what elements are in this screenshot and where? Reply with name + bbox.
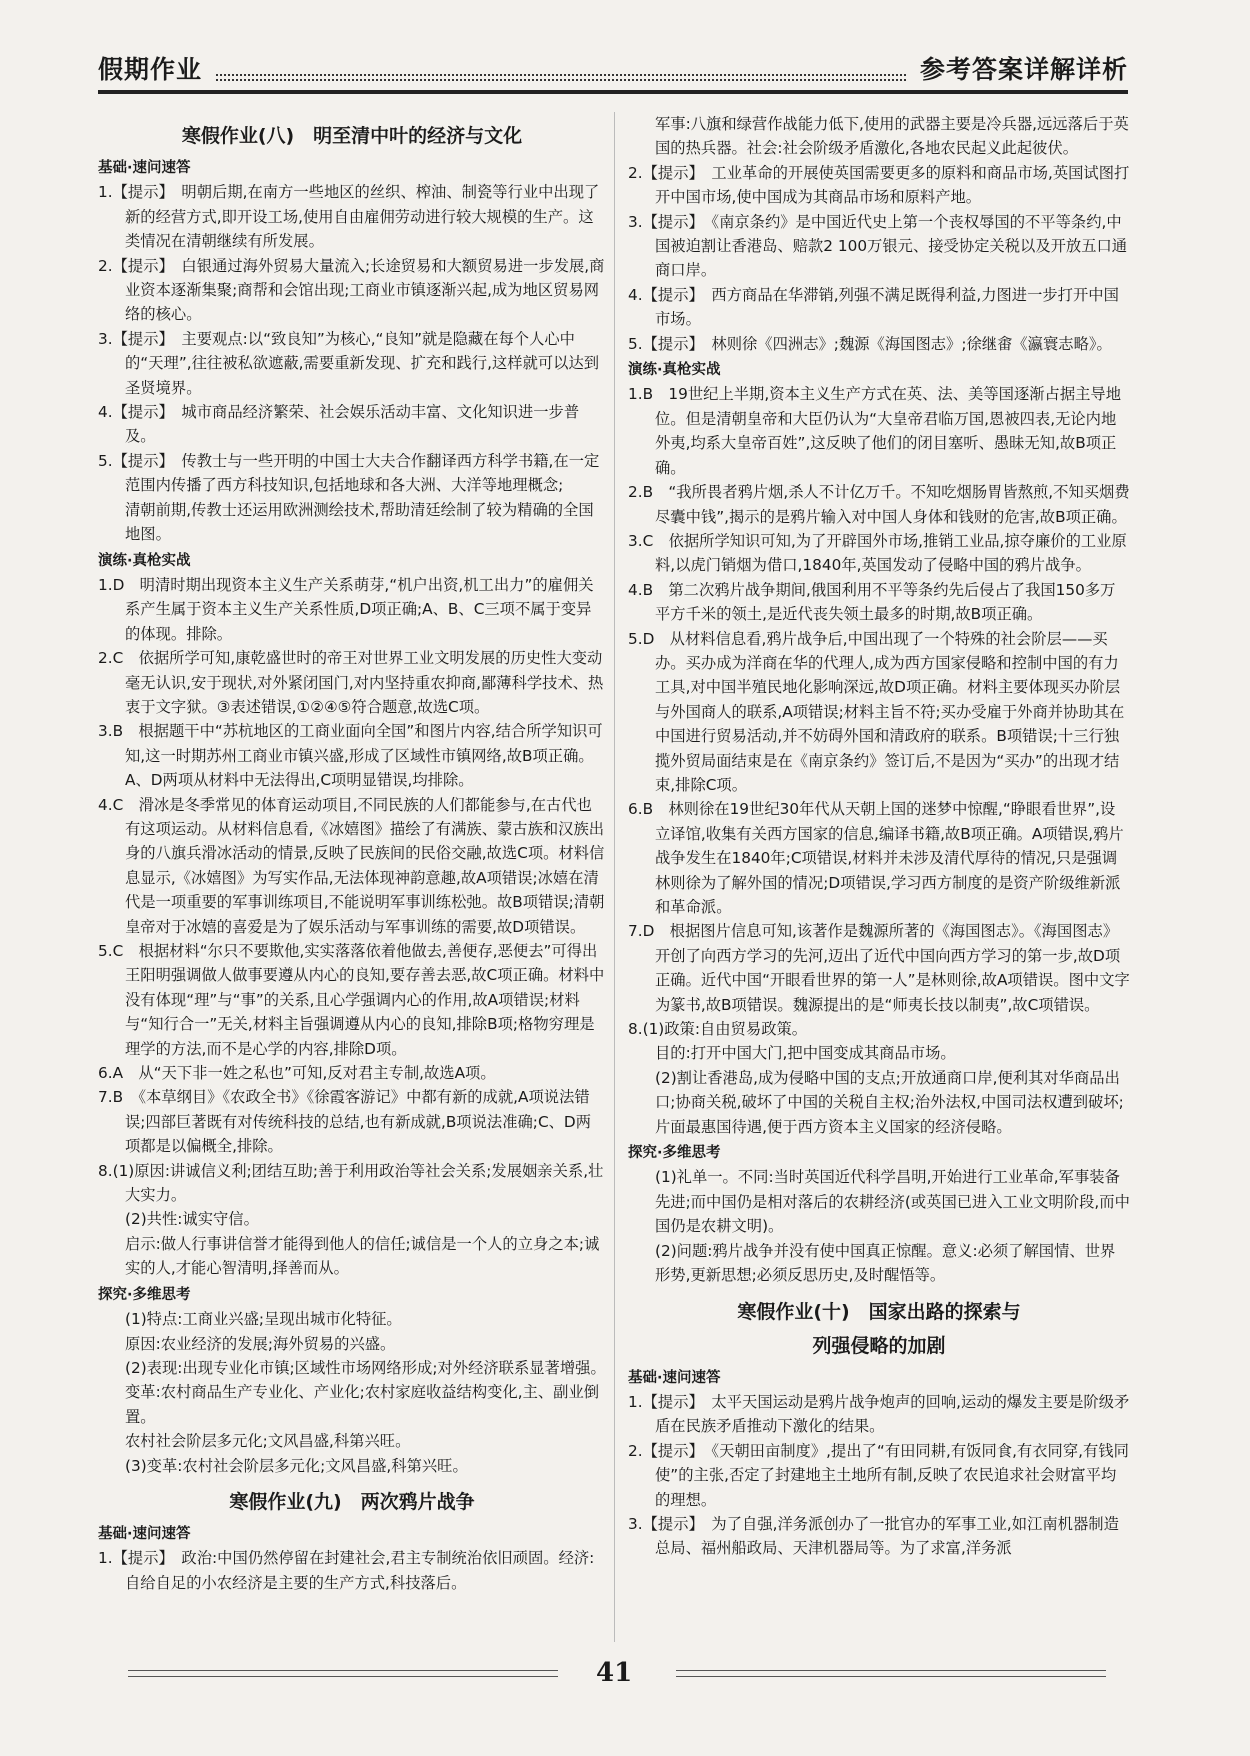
answer-item: 2.【提示】 白银通过海外贸易大量流入;长途贸易和大额贸易进一步发展,商业资本逐渐集聚;商帮和会馆出现;工商业市镇逐渐兴起,成为地区贸易网络的核心。 <box>98 256 605 324</box>
answer-item: 1.D 明清时期出现资本主义生产关系萌芽,“机户出资,机工出力”的雇佣关系产生属于资本主义生产关系性质,D项正确;A、B、C三项不属于变异的体现。排除。 <box>98 575 594 643</box>
section-title: 列强侵略的加剧 <box>812 1334 946 1357</box>
section-title: 寒假作业(九) 两次鸦片战争 <box>229 1490 475 1513</box>
answer-text: 农村社会阶层多元化;文风昌盛,科第兴旺。 <box>125 1432 411 1451</box>
answer-item: 5.C 根据材料“尔只不要欺他,实实落落依着他做去,善便存,恶便去”可得出王阳明强调做人做事要遵从内心的良知,要存善去恶,故C项正确。材料中没有体现“理”与“事”的关系,且心学强调内心的作用,故A项错误;材料与“知行合一”无关,材料主旨强调遵从内心的良知,排除B项;格物穷理是理学的方法,而不是心学的内容,排除D项。 <box>98 942 605 1058</box>
subsection-heading: 演练·真枪实战 <box>628 362 721 379</box>
answer-item: 3.【提示】 《南京条约》是中国近代史上第一个丧权辱国的不平等条约,中国被迫割让香港岛、赔款2 100万银元、接受协定关税以及开放五口通商口岸。 <box>628 212 1128 280</box>
answer-item: 5.【提示】 林则徐《四洲志》;魏源《海国图志》;徐继畬《瀛寰志略》。 <box>628 334 1112 353</box>
answer-item: 4.B 第二次鸦片战争期间,俄国利用不平等条约先后侵占了我国150多万平方千米的领土,是近代丧失领土最多的时期,故B项正确。 <box>628 580 1116 624</box>
answer-text: (2)共性:诚实守信。 <box>125 1210 259 1229</box>
answer-text: (1)礼单一。不同:当时英国近代科学昌明,开始进行工业革命,军事装备先进;而中国仍是相对落后的农耕经济(或英国已进入工业文明阶段,而中国仍是农耕文明)。 <box>655 1168 1130 1236</box>
page-header <box>98 50 1128 98</box>
subsection-heading: 基础·速问速答 <box>98 160 191 176</box>
answer-text: (2)表现:出现专业化市镇;区域性市场网络形成;对外经济联系显著增强。 <box>125 1358 606 1377</box>
footer-line-right <box>676 1670 1106 1671</box>
answer-item: 6.A 从“天下非一姓之私也”可知,反对君主专制,故选A项。 <box>98 1064 496 1083</box>
answer-text: 清朝前期,传教士还运用欧洲测绘技术,帮助清廷绘制了较为精确的全国地图。 <box>125 500 594 544</box>
header-left-title: 假期作业 <box>98 55 203 84</box>
answer-text: (3)变革:农村社会阶层多元化;文风昌盛,科第兴旺。 <box>125 1456 468 1475</box>
subsection-heading: 探究·多维思考 <box>98 1286 191 1303</box>
answer-item: 3.C 依据所学知识可知,为了开辟国外市场,推销工业品,掠夺廉价的工业原料,以虎门销烟为借口,1840年,英国发动了侵略中国的鸦片战争。 <box>628 531 1127 575</box>
header-right-title: 参考答案详解详析 <box>919 55 1128 84</box>
answer-text: (2)问题:鸦片战争并没有使中国真正惊醒。意义:必须了解国情、世界形势,更新思想;必须反思历史,及时醒悟等。 <box>655 1241 1116 1285</box>
footer-line-right-2 <box>676 1676 1106 1677</box>
answer-item: 3.【提示】 主要观点:以“致良知”为核心,“良知”就是隐藏在每个人心中的“天理”,往往被私欲遮蔽,需要重新发现、扩充和践行,这样就可以达到圣贤境界。 <box>98 329 600 397</box>
answer-item: 5.D 从材料信息看,鸦片战争后,中国出现了一个特殊的社会阶层——买办。买办成为洋商在华的代理人,成为西方国家侵略和控制中国的有力工具,对中国半殖民地化影响深远,故D项正确。材料主要体现买办阶层与外国商人的联系,A项错误;材料主旨不符;买办受雇于外商并协助其在中国进行贸易活动,并不妨碍外国和清政府的联系。B项错误;十三行独揽外贸局面结束是在《南京条约》签订后,不是因为“买办”的出现才结束,排除C项。 <box>628 629 1125 794</box>
answer-item: 1.【提示】 太平天国运动是鸦片战争炮声的回响,运动的爆发主要是阶级矛盾在民族矛盾推动下激化的结果。 <box>628 1392 1130 1436</box>
subsection-heading: 探究·多维思考 <box>628 1145 721 1162</box>
answer-text: 变革:农村商品生产专业化、产业化;农村家庭收益结构变化,主、副业倒置。 <box>125 1383 600 1426</box>
subsection-heading: 演练·真枪实战 <box>98 552 191 569</box>
answer-item: 7.B 《本草纲目》《农政全书》《徐霞客游记》中都有新的成就,A项说法错误;四部巨著既有对传统科技的总结,也有新成就,B项说法准确;C、D两项都是以偏概全,排除。 <box>98 1088 592 1156</box>
subsection-heading: 基础·速问速答 <box>628 1369 721 1386</box>
answer-item: 4.C 滑冰是冬季常见的体育运动项目,不同民族的人们都能参与,在古代也有这项运动。从材料信息看,《冰嬉图》描绘了有满族、蒙古族和汉族出身的八旗兵滑冰活动的情景,反映了民族间的民俗交融,故选C项。材料信息显示,《冰嬉图》为写实作品,无法体现神韵意趣,故A项错误;冰嬉在清代是一项重要的军事训练项目,不能说明军事训练松弛。故B项错误;清朝皇帝对于冰嬉的喜爱是为了娱乐活动与军事训练的需要,故D项错误。 <box>98 795 605 936</box>
answer-text: 原因:农业经济的发展;海外贸易的兴盛。 <box>125 1334 396 1353</box>
answer-item: 2.C 依据所学可知,康乾盛世时的帝王对世界工业文明发展的历史性大变动毫无认识,安于现状,对外紧闭国门,对内坚持重农抑商,鄙薄科学技术、热衷于文字狱。③表述错误,①②④⑤符合题意,故选C项。 <box>98 649 604 716</box>
answer-item: 7.D 根据图片信息可知,该著作是魏源所著的《海国图志》。《海国图志》开创了向西方学习的先河,迈出了近代中国向西方学习的第一步,故D项正确。近代中国“开眼看世界的第一人”是林则徐,故A项错误。图中文字为篆书,故B项错误。魏源提出的是“师夷长技以制夷”,故C项错误。 <box>628 922 1130 1014</box>
section-title: 寒假作业(八) 明至清中叶的经济与文化 <box>181 125 523 147</box>
answer-text: 目的:打开中国大门,把中国变成其商品市场。 <box>655 1044 956 1063</box>
answer-item: 4.【提示】 西方商品在华滞销,列强不满足既得利益,力图进一步打开中国市场。 <box>628 285 1119 329</box>
answer-item: 1.【提示】 明朝后期,在南方一些地区的丝织、榨油、制瓷等行业中出现了新的经营方式,即开设工场,使用自由雇佣劳动进行较大规模的生产。这类情况在清朝继续有所发展。 <box>98 183 600 251</box>
answer-item: 3.【提示】 为了自强,洋务派创办了一批官办的军事工业,如江南机器制造总局、福州船政局、天津机器局等。为了求富,洋务派 <box>628 1514 1119 1558</box>
left-column <box>98 112 606 1595</box>
header-rule <box>98 90 1128 94</box>
header-dotted-line <box>216 74 906 76</box>
answer-text: (2)割让香港岛,成为侵略中国的支点;开放通商口岸,便利其对华商品出口;协商关税,破坏了中国的关税自主权;治外法权,中国司法权遭到破坏;片面最惠国待遇,便于西方资本主义国家的经济侵略。 <box>655 1068 1124 1136</box>
answer-item: 1.B 19世纪上半期,资本主义生产方式在英、法、美等国逐渐占据主导地位。但是清朝皇帝和大臣仍认为“大皇帝君临万国,恩被四表,无论内地外夷,均系大皇帝百姓”,这反映了他们的闭目塞听、愚昧无知,故B项正确。 <box>628 385 1122 477</box>
answer-item: 4.【提示】 城市商品经济繁荣、社会娱乐活动丰富、文化知识进一步普及。 <box>98 403 580 446</box>
answer-text: 启示:做人行事讲信誉才能得到他人的信任;诚信是一个人的立身之本;诚实的人,才能心智清明,择善而从。 <box>125 1234 600 1278</box>
section-title: 寒假作业(十) 国家出路的探索与 <box>737 1300 1021 1323</box>
header-dotted-line-2 <box>216 79 906 81</box>
answer-item: 2.【提示】 工业革命的开展使英国需要更多的原料和商品市场,英国试图打开中国市场,使中国成为其商品市场和原料产地。 <box>628 163 1130 207</box>
answer-continuation: 军事:八旗和绿营作战能力低下,使用的武器主要是冷兵器,远远落后于英国的热兵器。社会:社会阶级矛盾激化,各地农民起义此起彼伏。 <box>655 115 1129 158</box>
right-column <box>628 112 1130 1561</box>
answer-item: 6.B 林则徐在19世纪30年代从天朝上国的迷梦中惊醒,“睁眼看世界”,设立译馆,收集有关西方国家的信息,编译书籍,故B项正确。A项错误,鸦片战争发生在1840年;C项错误,材料并未涉及清代厚待的情况,只是强调林则徐为了解外国的情况;D项错误,学习西方制度的是资产阶级维新派和革命派。 <box>628 800 1124 916</box>
answer-text: (1)特点:工商业兴盛;呈现出城市化特征。 <box>125 1310 402 1329</box>
page-number: 41 <box>596 1658 633 1688</box>
answer-item: 3.B 根据题干中“苏杭地区的工商业面向全国”和图片内容,结合所学知识可知,这一时期苏州工商业市镇兴盛,形成了区域性市镇网络,故B项正确。A、D两项从材料中无法得出,C项明显错误,均排除。 <box>98 722 603 790</box>
answer-item: 1.【提示】 政治:中国仍然停留在封建社会,君主专制统治依旧顽固。经济:自给自足的小农经济是主要的生产方式,科技落后。 <box>98 1549 595 1592</box>
footer-line-left-2 <box>128 1676 558 1677</box>
answer-item: 5.【提示】 传教士与一些开明的中国士大夫合作翻译西方科学书籍,在一定范围内传播了西方科技知识,包括地球和各大洲、大洋等地理概念; <box>98 451 600 495</box>
answer-item: 8.(1)原因:讲诚信义利;团结互助;善于利用政治等社会关系;发展姻亲关系,壮大实力。 <box>98 1161 604 1205</box>
answer-item: 8.(1)政策:自由贸易政策。 <box>628 1020 808 1039</box>
column-divider <box>614 112 615 1642</box>
answer-item: 2.B “我所畏者鸦片烟,杀人不计亿万千。不知吃烟肠胃皆熬煎,不知买烟费尽囊中钱”,揭示的是鸦片输入对中国人身体和钱财的危害,故B项正确。 <box>628 483 1130 526</box>
subsection-heading: 基础·速问速答 <box>98 1525 191 1542</box>
footer-line-left <box>128 1670 558 1671</box>
answer-item: 2.【提示】 《天朝田亩制度》,提出了“有田同耕,有饭同食,有衣同穿,有钱同使”的主张,否定了封建地主土地所有制,反映了农民追求社会财富平均的理想。 <box>628 1441 1129 1509</box>
